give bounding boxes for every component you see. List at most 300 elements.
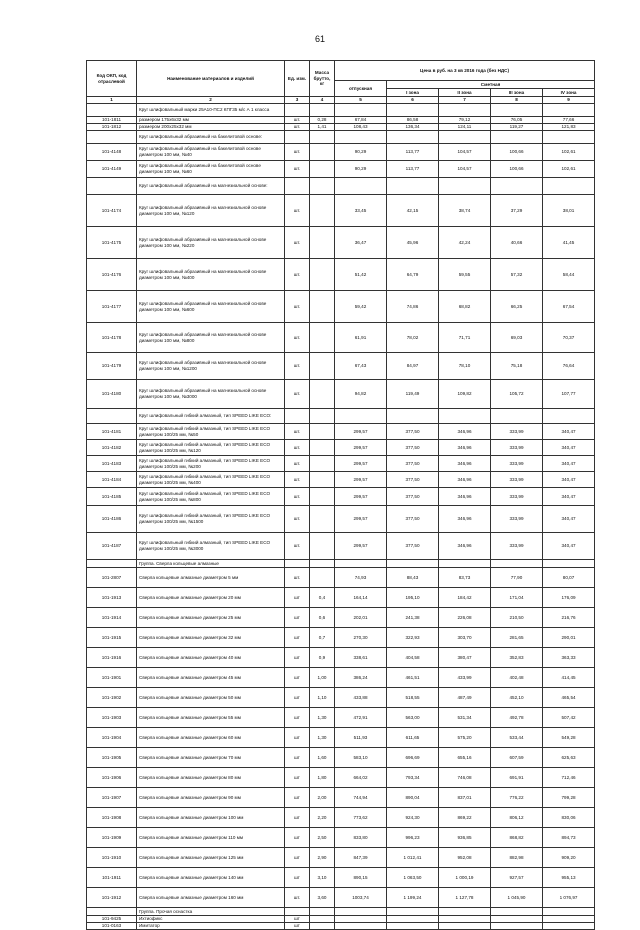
cell-zone-3-price: 333,99 — [491, 424, 543, 440]
cell-zone-3-price — [491, 409, 543, 424]
cell-release-price: 164,14 — [335, 588, 387, 608]
cell-unit: шт — [285, 868, 310, 888]
cell-zone-3-price: 352,83 — [491, 648, 543, 668]
cell-zone-1-price — [387, 560, 439, 568]
cell-mass — [310, 923, 335, 930]
cell-zone-2-price: 952,08 — [439, 848, 491, 868]
table-row — [87, 728, 595, 748]
cell-code: 101-1912 — [87, 888, 137, 908]
cell-zone-2-price: 184,42 — [439, 588, 491, 608]
cell-name: Сверла кольцевые алмазные диаметром 32 мм — [137, 628, 285, 648]
cell-zone-4-price — [543, 104, 595, 117]
table-row — [87, 923, 595, 930]
header-name: Наименование материалов и изделий — [137, 61, 285, 97]
cell-release-price: 74,93 — [335, 568, 387, 588]
cell-zone-4-price: 909,20 — [543, 848, 595, 868]
cell-zone-3-price — [491, 131, 543, 144]
cell-release-price: 33,45 — [335, 195, 387, 227]
cell-mass — [310, 227, 335, 259]
cell-release-price: 664,02 — [335, 768, 387, 788]
cell-release-price: 833,80 — [335, 828, 387, 848]
cell-release-price — [335, 104, 387, 117]
cell-zone-2-price: 575,20 — [439, 728, 491, 748]
cell-zone-3-price: 333,99 — [491, 472, 543, 488]
cell-zone-1-price: 119,49 — [387, 380, 439, 409]
cell-zone-1-price — [387, 178, 439, 195]
cell-zone-2-price — [439, 178, 491, 195]
table-row — [87, 161, 595, 178]
cell-zone-4-price: 340,47 — [543, 440, 595, 456]
cell-zone-2-price: 71,71 — [439, 323, 491, 353]
cell-release-price: 299,57 — [335, 472, 387, 488]
cell-code: 101-1911 — [87, 868, 137, 888]
cell-code — [87, 409, 137, 424]
cell-release-price: 1003,74 — [335, 888, 387, 908]
col-number-8: 8 — [491, 97, 543, 104]
cell-release-price: 299,57 — [335, 456, 387, 472]
cell-unit: шт. — [285, 506, 310, 533]
cell-unit: шт. — [285, 161, 310, 178]
cell-zone-3-price: 40,66 — [491, 227, 543, 259]
cell-zone-3-price: 402,48 — [491, 668, 543, 688]
cell-release-price — [335, 916, 387, 923]
cell-zone-3-price: 333,99 — [491, 506, 543, 533]
cell-zone-4-price: 76,64 — [543, 353, 595, 380]
cell-unit: шт. — [285, 456, 310, 472]
cell-zone-3-price: 927,57 — [491, 868, 543, 888]
cell-release-price: 61,91 — [335, 323, 387, 353]
cell-release-price: 386,24 — [335, 668, 387, 688]
cell-mass: 1,30 — [310, 728, 335, 748]
cell-zone-4-price: 80,07 — [543, 568, 595, 588]
cell-release-price: 270,30 — [335, 628, 387, 648]
cell-zone-4-price: 176,09 — [543, 588, 595, 608]
cell-unit: шт — [285, 688, 310, 708]
cell-mass: 2,90 — [310, 848, 335, 868]
cell-name: Сверла кольцевые алмазные диаметром 45 мм — [137, 668, 285, 688]
cell-zone-4-price: 41,45 — [543, 227, 595, 259]
cell-code — [87, 131, 137, 144]
cell-code: 101-4185 — [87, 488, 137, 506]
cell-name: Круг шлифовальный гибкий алмазный, тип SPEED LIKE ECO диаметром 100/25 мм, №400 — [137, 472, 285, 488]
table-row — [87, 533, 595, 560]
cell-zone-4-price: 340,47 — [543, 533, 595, 560]
header-unit: Ед. изм. — [285, 61, 310, 97]
cell-zone-1-price: 377,50 — [387, 472, 439, 488]
cell-zone-2-price: 124,11 — [439, 124, 491, 131]
header-price-title: Цена в руб. на 3 кв 2016 года (без НДС) — [335, 61, 595, 81]
cell-zone-1-price: 377,50 — [387, 488, 439, 506]
cell-name: Сверла кольцевые алмазные диаметром 25 мм — [137, 608, 285, 628]
header-zone-3: III зона — [491, 89, 543, 97]
cell-zone-2-price — [439, 923, 491, 930]
cell-release-price: 338,61 — [335, 648, 387, 668]
cell-name: размером 175х6х32 мм — [137, 117, 285, 124]
cell-release-price: 511,93 — [335, 728, 387, 748]
cell-mass — [310, 533, 335, 560]
cell-release-price: 59,42 — [335, 291, 387, 323]
cell-mass — [310, 440, 335, 456]
cell-release-price: 890,15 — [335, 868, 387, 888]
cell-zone-2-price: 346,96 — [439, 506, 491, 533]
cell-name: Сверла кольцевые алмазные диаметром 140 мм — [137, 868, 285, 888]
cell-mass — [310, 456, 335, 472]
cell-mass: 0,28 — [310, 117, 335, 124]
cell-unit: шт — [285, 808, 310, 828]
cell-zone-1-price: 377,50 — [387, 424, 439, 440]
cell-unit — [285, 409, 310, 424]
cell-zone-2-price: 68,82 — [439, 291, 491, 323]
cell-unit: шт. — [285, 440, 310, 456]
cell-zone-4-price — [543, 409, 595, 424]
cell-unit — [285, 178, 310, 195]
cell-zone-1-price: 88,43 — [387, 568, 439, 588]
cell-code — [87, 560, 137, 568]
cell-name: Сверла кольцевые алмазные диаметром 60 мм — [137, 728, 285, 748]
cell-mass — [310, 144, 335, 161]
cell-name: Сверла кольцевые алмазные диаметром 55 мм — [137, 708, 285, 728]
header-zone-1: I зона — [387, 89, 439, 97]
cell-mass: 1,41 — [310, 124, 335, 131]
header-release-price: отпускная — [335, 81, 387, 97]
table-row — [87, 848, 595, 868]
cell-name: Круг шлифовальный абразивный на магнезиальной основе диаметром 100 мм, №600 — [137, 291, 285, 323]
cell-unit: шт. — [285, 380, 310, 409]
cell-zone-3-price — [491, 908, 543, 916]
table-row — [87, 628, 595, 648]
cell-mass: 3,10 — [310, 868, 335, 888]
cell-zone-1-price — [387, 916, 439, 923]
table-row — [87, 788, 595, 808]
cell-release-price — [335, 131, 387, 144]
cell-mass — [310, 131, 335, 144]
cell-zone-3-price — [491, 104, 543, 117]
cell-code: 101-4181 — [87, 424, 137, 440]
table-row — [87, 456, 595, 472]
cell-name: Круг шлифовальный гибкий алмазный, тип SPEED LIKE ECO: — [137, 409, 285, 424]
cell-zone-3-price: 1 045,90 — [491, 888, 543, 908]
cell-mass: 1,30 — [310, 708, 335, 728]
cell-code: 101-1909 — [87, 828, 137, 848]
cell-name: Сверла кольцевые алмазные диаметром 90 мм — [137, 788, 285, 808]
table-row — [87, 868, 595, 888]
cell-zone-2-price: 487,49 — [439, 688, 491, 708]
cell-unit: шт. — [285, 144, 310, 161]
cell-code: 101-4184 — [87, 472, 137, 488]
price-table-sheet — [86, 60, 594, 930]
cell-zone-2-price: 936,85 — [439, 828, 491, 848]
cell-zone-2-price: 531,34 — [439, 708, 491, 728]
cell-unit: шт. — [285, 424, 310, 440]
cell-zone-4-price: 340,47 — [543, 472, 595, 488]
table-row — [87, 178, 595, 195]
cell-zone-2-price: 42,24 — [439, 227, 491, 259]
cell-zone-1-price: 404,58 — [387, 648, 439, 668]
cell-code — [87, 908, 137, 916]
cell-zone-3-price — [491, 916, 543, 923]
cell-code: 101-9425 — [87, 916, 137, 923]
cell-unit: шт. — [285, 227, 310, 259]
cell-mass: 1,60 — [310, 748, 335, 768]
cell-mass — [310, 291, 335, 323]
col-number-5: 5 — [335, 97, 387, 104]
cell-zone-3-price: 452,10 — [491, 688, 543, 708]
cell-zone-4-price: 38,01 — [543, 195, 595, 227]
cell-name: Группа. Прочая оснастка — [137, 908, 285, 916]
cell-release-price: 847,39 — [335, 848, 387, 868]
cell-zone-2-price: 433,99 — [439, 668, 491, 688]
cell-unit: шт — [285, 768, 310, 788]
cell-zone-3-price: 607,59 — [491, 748, 543, 768]
cell-mass: 0,7 — [310, 628, 335, 648]
cell-zone-1-price: 42,15 — [387, 195, 439, 227]
cell-unit: шт — [285, 728, 310, 748]
cell-zone-4-price: 340,47 — [543, 506, 595, 533]
cell-name: Сверла кольцевые алмазные диаметром 5 мм — [137, 568, 285, 588]
cell-name: Круг шлифовальный марки 25А10-ПС2 КПГ35 м/с А 1 класса — [137, 104, 285, 117]
cell-release-price: 583,10 — [335, 748, 387, 768]
cell-zone-3-price: 333,99 — [491, 440, 543, 456]
cell-name: Сверла кольцевые алмазные диаметром 110 мм — [137, 828, 285, 848]
cell-zone-2-price: 746,08 — [439, 768, 491, 788]
cell-zone-3-price: 105,72 — [491, 380, 543, 409]
table-row — [87, 648, 595, 668]
cell-name: Сверла кольцевые алмазные диаметром 80 мм — [137, 768, 285, 788]
cell-name: Круг шлифовальный гибкий алмазный, тип SPEED LIKE ECO диаметром 100/25 мм, №200 — [137, 456, 285, 472]
table-row — [87, 668, 595, 688]
cell-zone-1-price — [387, 923, 439, 930]
cell-unit: шт. — [285, 291, 310, 323]
cell-unit: шт — [285, 848, 310, 868]
cell-release-price: 472,91 — [335, 708, 387, 728]
cell-code: 101-1812 — [87, 124, 137, 131]
table-row — [87, 560, 595, 568]
cell-code: 101-2807 — [87, 568, 137, 588]
cell-zone-4-price: 363,33 — [543, 648, 595, 668]
cell-zone-4-price: 67,54 — [543, 291, 595, 323]
cell-name: Круг шлифовальный абразивный на магнезиальной основе диаметром 100 мм, №220 — [137, 227, 285, 259]
cell-release-price: 202,01 — [335, 608, 387, 628]
cell-mass — [310, 409, 335, 424]
cell-zone-2-price: 346,96 — [439, 440, 491, 456]
cell-zone-3-price: 333,99 — [491, 488, 543, 506]
cell-name: Сверла кольцевые алмазные диаметром 70 мм — [137, 748, 285, 768]
cell-release-price: 744,94 — [335, 788, 387, 808]
cell-release-price: 299,57 — [335, 440, 387, 456]
cell-mass: 2,20 — [310, 808, 335, 828]
cell-release-price: 299,57 — [335, 488, 387, 506]
cell-zone-1-price: 64,79 — [387, 259, 439, 291]
cell-mass: 2,00 — [310, 788, 335, 808]
cell-zone-2-price: 1 000,19 — [439, 868, 491, 888]
cell-zone-1-price: 793,34 — [387, 768, 439, 788]
cell-mass: 1,80 — [310, 768, 335, 788]
cell-name: Круг шлифовальный абразивный на магнезиальной основе: — [137, 178, 285, 195]
cell-name: Круг шлифовальный абразивный на магнезиальной основе диаметром 100 мм, №1200 — [137, 353, 285, 380]
cell-zone-3-price — [491, 178, 543, 195]
cell-zone-2-price — [439, 560, 491, 568]
cell-zone-4-price: 77,66 — [543, 117, 595, 124]
table-row — [87, 688, 595, 708]
cell-code — [87, 104, 137, 117]
table-row — [87, 117, 595, 124]
cell-release-price: 299,57 — [335, 424, 387, 440]
table-row — [87, 104, 595, 117]
table-row — [87, 916, 595, 923]
cell-zone-4-price: 894,73 — [543, 828, 595, 848]
cell-zone-2-price: 79,12 — [439, 117, 491, 124]
cell-mass: 0,4 — [310, 588, 335, 608]
cell-zone-2-price: 78,10 — [439, 353, 491, 380]
cell-unit: шт. — [285, 568, 310, 588]
cell-name: Имитатор — [137, 923, 285, 930]
cell-zone-4-price: 102,61 — [543, 144, 595, 161]
table-row — [87, 353, 595, 380]
table-body — [87, 104, 595, 930]
cell-code: 101-4175 — [87, 227, 137, 259]
cell-zone-3-price: 806,12 — [491, 808, 543, 828]
cell-zone-2-price: 109,82 — [439, 380, 491, 409]
cell-zone-2-price: 346,96 — [439, 424, 491, 440]
cell-zone-1-price: 195,10 — [387, 588, 439, 608]
cell-zone-4-price: 799,28 — [543, 788, 595, 808]
cell-code: 101-4174 — [87, 195, 137, 227]
cell-name: размером 200х25х32 мм — [137, 124, 285, 131]
cell-mass — [310, 323, 335, 353]
cell-zone-1-price: 924,30 — [387, 808, 439, 828]
cell-unit: шт. — [285, 472, 310, 488]
cell-zone-2-price: 59,55 — [439, 259, 491, 291]
cell-release-price — [335, 560, 387, 568]
cell-zone-1-price: 74,86 — [387, 291, 439, 323]
cell-zone-4-price: 102,61 — [543, 161, 595, 178]
cell-zone-4-price: 290,01 — [543, 628, 595, 648]
cell-release-price: 299,57 — [335, 506, 387, 533]
cell-zone-1-price — [387, 409, 439, 424]
cell-code: 101-4179 — [87, 353, 137, 380]
cell-mass — [310, 908, 335, 916]
cell-zone-3-price: 691,91 — [491, 768, 543, 788]
cell-name: Круг шлифовальный гибкий алмазный, тип SPEED LIKE ECO диаметром 100/25 мм, №120 — [137, 440, 285, 456]
col-number-7: 7 — [439, 97, 491, 104]
cell-zone-4-price: 465,54 — [543, 688, 595, 708]
table-row — [87, 488, 595, 506]
cell-name: Круг шлифовальный абразивный на магнезиальной основе диаметром 100 мм, №3000 — [137, 380, 285, 409]
cell-code: 101-4183 — [87, 456, 137, 472]
header-mass: Масса брутто, кг — [310, 61, 335, 97]
cell-code: 101-1901 — [87, 668, 137, 688]
cell-unit: шт — [285, 708, 310, 728]
cell-name: Сверла кольцевые алмазные диаметром 160 мм — [137, 888, 285, 908]
cell-code: 101-4176 — [87, 259, 137, 291]
cell-zone-3-price: 333,99 — [491, 533, 543, 560]
cell-zone-3-price: 37,29 — [491, 195, 543, 227]
header-zone-4: IV зона — [543, 89, 595, 97]
cell-zone-4-price: 712,46 — [543, 768, 595, 788]
cell-zone-3-price: 66,25 — [491, 291, 543, 323]
cell-release-price: 773,62 — [335, 808, 387, 828]
cell-mass — [310, 560, 335, 568]
cell-code: 101-4182 — [87, 440, 137, 456]
cell-name: Круг шлифовальный абразивный на магнезиальной основе диаметром 100 мм, №800 — [137, 323, 285, 353]
cell-zone-2-price: 104,57 — [439, 161, 491, 178]
cell-mass — [310, 195, 335, 227]
cell-zone-2-price: 1 127,78 — [439, 888, 491, 908]
cell-zone-1-price: 1 199,24 — [387, 888, 439, 908]
cell-zone-2-price: 303,70 — [439, 628, 491, 648]
cell-zone-3-price: 533,44 — [491, 728, 543, 748]
cell-zone-1-price — [387, 908, 439, 916]
cell-zone-3-price: 776,22 — [491, 788, 543, 808]
cell-unit: шт — [285, 828, 310, 848]
col-number-1: 1 — [87, 97, 137, 104]
cell-zone-1-price: 518,55 — [387, 688, 439, 708]
cell-zone-1-price: 377,50 — [387, 533, 439, 560]
cell-zone-4-price — [543, 560, 595, 568]
cell-zone-2-price — [439, 104, 491, 117]
table-row — [87, 568, 595, 588]
table-row — [87, 227, 595, 259]
cell-code: 101-1904 — [87, 728, 137, 748]
cell-zone-1-price: 136,34 — [387, 124, 439, 131]
cell-zone-3-price: 882,98 — [491, 848, 543, 868]
cell-name: Круг шлифовальный гибкий алмазный, тип SPEED LIKE ECO диаметром 100/25 мм, №50 — [137, 424, 285, 440]
cell-mass — [310, 916, 335, 923]
cell-release-price: 108,43 — [335, 124, 387, 131]
cell-zone-3-price: 171,04 — [491, 588, 543, 608]
cell-zone-4-price: 1 076,97 — [543, 888, 595, 908]
cell-release-price: 51,42 — [335, 259, 387, 291]
cell-release-price — [335, 908, 387, 916]
cell-zone-3-price: 57,32 — [491, 259, 543, 291]
cell-zone-3-price — [491, 560, 543, 568]
cell-zone-4-price: 955,13 — [543, 868, 595, 888]
cell-zone-3-price: 75,18 — [491, 353, 543, 380]
cell-zone-1-price: 113,77 — [387, 144, 439, 161]
cell-name: Сверла кольцевые алмазные диаметром 50 мм — [137, 688, 285, 708]
cell-code: 101-1913 — [87, 588, 137, 608]
cell-zone-3-price: 333,99 — [491, 456, 543, 472]
cell-zone-2-price: 346,96 — [439, 488, 491, 506]
cell-mass — [310, 568, 335, 588]
cell-name: Сверла кольцевые алмазные диаметром 40 мм — [137, 648, 285, 668]
cell-unit: шт. — [285, 124, 310, 131]
cell-zone-2-price — [439, 131, 491, 144]
cell-release-price: 36,47 — [335, 227, 387, 259]
table-row — [87, 144, 595, 161]
table-row — [87, 409, 595, 424]
cell-release-price — [335, 923, 387, 930]
table-row — [87, 380, 595, 409]
cell-unit: шт. — [285, 353, 310, 380]
cell-code — [87, 178, 137, 195]
cell-zone-3-price: 69,03 — [491, 323, 543, 353]
cell-zone-1-price: 113,77 — [387, 161, 439, 178]
table-row — [87, 424, 595, 440]
table-row — [87, 131, 595, 144]
col-number-4: 4 — [310, 97, 335, 104]
cell-unit: шт. — [285, 488, 310, 506]
cell-name: Круг шлифовальный гибкий алмазный, тип SPEED LIKE ECO диаметром 100/25 мм, №800 — [137, 488, 285, 506]
cell-unit: шт — [285, 588, 310, 608]
cell-name: Круг шлифовальный абразивный на бакелитовой основе диаметром 100 мм, №60 — [137, 161, 285, 178]
cell-unit: шт. — [285, 195, 310, 227]
cell-zone-2-price: 346,96 — [439, 472, 491, 488]
cell-zone-1-price — [387, 131, 439, 144]
cell-name: Круг шлифовальный гибкий алмазный, тип SPEED LIKE ECO диаметром 100/25 мм, №3000 — [137, 533, 285, 560]
cell-zone-2-price: 655,16 — [439, 748, 491, 768]
cell-zone-2-price: 380,47 — [439, 648, 491, 668]
